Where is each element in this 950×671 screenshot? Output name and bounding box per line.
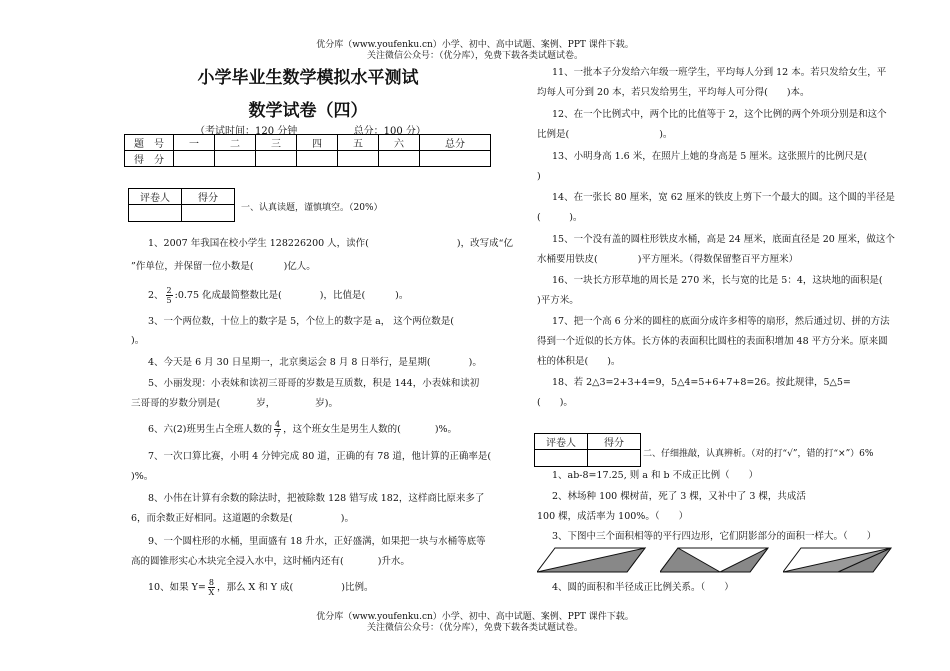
score-header-cell: 一 [174,135,215,151]
header-line-2: 关注微信公众号：（优分库），免费下载各类试题试卷。 [366,51,583,61]
question-11: 11、一批本子分发给六年级一班学生，平均每人分到 12 本。若只发给女生，平 [552,67,887,78]
q1-text-d: )亿人。 [283,261,316,272]
grader-cell[interactable] [535,450,588,467]
section-2-title: 二、仔细推敲，认真辨析。（对的打“√”，错的打“×”）6% [643,449,874,459]
fraction-denominator: X [208,588,215,597]
score-cell[interactable] [174,151,215,167]
grader-cell[interactable] [182,205,235,222]
q5-text-b: 三哥哥的岁数分别是( [131,398,221,409]
q9-text-c: )升水。 [377,556,410,567]
q15-text-c: )平方厘米。（得数保留整百平方厘米） [637,254,799,265]
question-12-cont [537,128,672,141]
parallelogram-figure-1 [537,546,647,574]
question-14: 14、在一张长 80 厘米，宽 62 厘米的铁皮上剪下一个最大的圆。这个圆的半径是 [552,192,895,203]
q15-text-b: 水桶要用铁皮( [537,254,598,265]
question-8-cont [131,512,354,525]
question-11-cont: 均每人可分到 20 本，若只发给男生，平均每人可分得( )本。 [537,87,810,98]
grader-cell[interactable] [129,205,182,222]
score-header-cell: 六 [379,135,420,151]
fraction-numerator: 4 [275,420,281,429]
question-5-cont [131,397,338,410]
question-1 [148,237,513,250]
q5-text-c: 岁， [256,398,276,409]
q10-fraction [208,578,215,597]
question-3-cont: )。 [131,335,145,346]
score-row-label: 得 分 [125,151,174,167]
footer-line-1: 优分库（www.youfenku.cn）小学、初中、高中试题、案例、PPT 课件下载。 [316,612,634,622]
grader-label: 评卷人 [129,189,182,205]
question-6 [148,420,457,439]
question-16-cont: )平方米。 [537,295,579,306]
grader-cell[interactable] [588,450,641,467]
q5-text-d: 岁)。 [315,398,338,409]
question-5: 5、小丽发现：小表妹和读初三哥哥的岁数是互质数，积是 144，小表妹和读初 [148,378,480,389]
question-13: 13、小明身高 1.6 米，在照片上她的身高是 5 厘米。这张照片的比例尺是( [552,151,868,162]
grader-score-label: 得分 [182,189,235,205]
question-13-cont: ) [537,171,541,182]
judge-1: 1、ab-8=17.25, 则 a 和 b 不成正比例（ ） [552,470,759,481]
question-1-cont [131,260,316,273]
score-cell[interactable] [379,151,420,167]
score-cell[interactable] [338,151,379,167]
question-14-cont: ( )。 [537,212,583,223]
question-10 [148,578,373,597]
exam-subtitle: 数学试卷（四） [248,101,368,121]
q6-text-b: ，这个班女生是男生人数的( [283,424,401,435]
question-7-cont: )%。 [131,471,154,482]
question-4: 4、今天是 6 月 30 日星期一，北京奥运会 8 月 8 日举行，是星期( )。 [148,357,482,368]
q10-text-b: ，那么 X 和 Y 成( [216,582,294,593]
grader-box-2 [534,433,641,467]
q12-text-b: 比例是( [537,129,570,140]
score-header-cell: 四 [297,135,338,151]
footer-line-2: 关注微信公众号：（优分库），免费下载各类试题试卷。 [366,623,583,633]
grader-score-label: 得分 [588,434,641,450]
question-17-cont-2: 柱的体积是( )。 [537,356,621,367]
question-17-cont: 得到一个近似的长方体。长方体的表面积比圆柱的表面积增加 48 平方分米。原来圆 [537,336,888,347]
q6-fraction [274,420,281,439]
score-cell[interactable] [420,151,491,167]
question-2 [148,286,408,305]
q1-text-a: 1、2007 年我国在校小学生 128226200 人，读作( [148,238,369,249]
q10-text-a: 10、如果 Y= [148,582,206,593]
fraction-denominator: 7 [275,430,281,439]
q2-text-b: :0.75 化成最简整数比是( [174,290,282,301]
score-table [124,134,491,167]
score-header-cell: 五 [338,135,379,151]
question-8: 8、小伟在计算有余数的除法时，把被除数 128 错写成 182，这样商比原来多了 [148,493,485,504]
fraction-denominator: 5 [166,296,172,305]
judge-2: 2、林场种 100 棵树苗，死了 3 棵，又补中了 3 棵，共成活 [552,491,806,502]
question-15-cont [537,253,798,266]
judge-3: 3、下图中三个面积相等的平行四边形，它们阴影部分的面积一样大。（ ） [552,531,877,542]
question-18-cont: ( )。 [537,397,573,408]
fraction-numerator: 8 [208,578,214,587]
q2-fraction [166,286,173,305]
page-header [0,40,950,62]
q1-text-c: ”作单位，并保留一位小数是( [131,261,254,272]
q2-text-a: 2、 [148,290,164,301]
q6-text-c: )%。 [434,424,458,435]
score-cell[interactable] [297,151,338,167]
judge-4: 4、圆的面积和半径成正比例关系。（ ） [552,582,734,593]
question-12: 12、在一个比例式中，两个比的比值等于 2，这个比例的两个外项分别是和这个 [552,109,887,120]
question-9: 9、一个圆柱形的水桶，里面盛有 18 升水，正好盛满，如果把一块与水桶等底等 [148,536,486,547]
q12-text-c: )。 [659,129,673,140]
q10-text-c: )比例。 [341,582,374,593]
question-3 [148,315,454,328]
parallelogram-figure-3 [783,546,893,574]
q8-text-c: )。 [340,513,354,524]
q2-text-c: )，比值是( [319,290,366,301]
q9-text-b: 高的圆锥形实心木块完全浸入水中，这时桶内还有( [131,556,344,567]
q8-text-b: 6，而余数正好相同。这道题的余数是( [131,513,293,524]
q3-text-a: 3、一个两位数，十位上的数字是 5，个位上的数字是 a， 这个两位数是( [148,316,455,327]
page-footer [0,612,950,634]
grader-label: 评卷人 [535,434,588,450]
score-header-cell: 题 号 [125,135,174,151]
exam-title: 小学毕业生数学模拟水平测试 [197,68,419,88]
exam-total: 总分：100 分） [353,126,426,137]
fraction-numerator: 2 [166,286,172,295]
q1-text-b: )，改写成“亿 [456,238,513,249]
question-7: 7、一次口算比赛，小明 4 分钟完成 80 道，正确的有 78 道，他计算的正确率是( [148,451,492,462]
section-1-title: 一、认真读题，谨慎填空。（20%） [241,203,383,213]
q6-text-a: 6、六(2)班男生占全班人数的 [148,424,273,435]
score-header-cell: 二 [215,135,256,151]
judge-2-cont: 100 棵，成活率为 100%。（ ） [537,511,689,522]
question-16: 16、一块长方形草地的周长是 270 米，长与宽的比是 5：4，这块地的面积是( [552,275,883,286]
score-header-cell: 三 [256,135,297,151]
score-header-cell: 总分 [420,135,491,151]
score-cell[interactable] [256,151,297,167]
question-17: 17、把一个高 6 分米的圆柱的底面分成许多相等的扇形，然后通过切、拼的方法 [552,316,890,327]
question-15: 15、一个没有盖的圆柱形铁皮水桶，高是 24 厘米，底面直径是 20 厘米，做这个 [552,234,895,245]
grader-box-1 [128,188,235,222]
exam-time: （考试时间：120 分钟 [195,126,298,137]
score-cell[interactable] [215,151,256,167]
q2-text-d: )。 [395,290,409,301]
question-18: 18、若 2△3=2+3+4=9，5△4=5+6+7+8=26。按此规律，5△5= [552,377,851,388]
header-line-1: 优分库（www.youfenku.cn）小学、初中、高中试题、案例、PPT 课件下载。 [316,40,634,50]
parallelogram-figure-2 [660,546,770,574]
question-9-cont [131,555,410,568]
